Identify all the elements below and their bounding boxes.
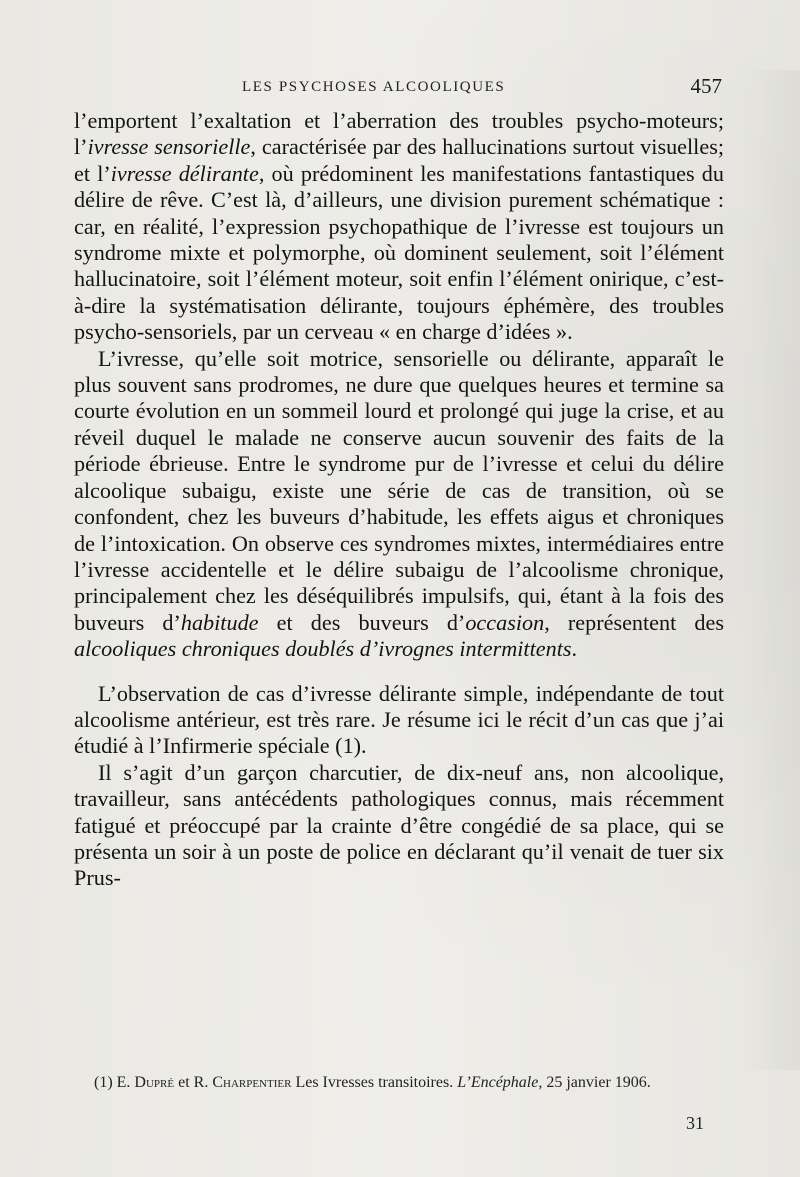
footnote-marker: (1) xyxy=(94,1074,113,1091)
page-number: 457 xyxy=(690,74,722,98)
footnote-author-2: R. Charpentier xyxy=(193,1074,292,1091)
page-header xyxy=(72,74,728,102)
term-occasion: occasion xyxy=(465,609,545,635)
footnote-date: , 25 janvier 1906. xyxy=(538,1074,651,1091)
running-title: LES PSYCHOSES ALCOOLIQUES xyxy=(242,79,506,95)
signature-mark: 31 xyxy=(686,1113,704,1133)
paragraph-4: Il s’agit d’un garçon charcutier, de dix-neuf ans, non alcoolique, travailleur, sans antécédents pathologiques connus, mais récemment fatigué et préoccupé par la crainte d’être congédié de sa place, qui se présenta un soir à un poste de police en déclarant qu’il venait de tuer six Prus- xyxy=(74,759,724,891)
paragraph-1: l’emportent l’exaltation et l’aberration des troubles psycho-moteurs; l’ivresse sensorielle, caractérisée par des hallucinations surtout visuelles; et l’ivresse délirante, où prédominent les manifestations fantastiques du délire de rêve. C’est là, d’ailleurs, une division purement schématique : car, en réalité, l’expression psychopathique de l’ivresse est toujours un syndrome mixte et polymorphe, où dominent seulement, soit l’élément hallucinatoire, soit l’élément moteur, soit enfin l’élément onirique, c’est-à-dire la systématisation délirante, toujours éphémère, des troubles psycho-sensoriels, par un cerveau « en charge d’idées ». xyxy=(74,108,724,345)
body-text xyxy=(74,108,724,892)
paragraph-3: L’observation de cas d’ivresse délirante simple, indépendante de tout alcoolisme antérieur, est très rare. Je résume ici le récit d’un cas que j’ai étudié à l’Infirmerie spéciale (1). xyxy=(74,680,724,759)
footnote: (1) E. Dupré et R. Charpentier Les Ivresses transitoires. L’Encéphale, 25 janvier 1906. xyxy=(94,1074,651,1091)
term-ivresse-sensorielle: ivresse sensorielle xyxy=(87,134,251,160)
footnote-author-1: E. Dupré xyxy=(116,1074,175,1091)
term-alcooliques-chroniques: alcooliques chroniques doublés d’ivrognes intermittents xyxy=(74,636,572,662)
paragraph-2: L’ivresse, qu’elle soit motrice, sensorielle ou délirante, apparaît le plus souvent sans prodromes, ne dure que quelques heures et termine sa courte évolution en un sommeil lourd et prolongé qui juge la crise, et au réveil duquel le malade ne conserve aucun souvenir des faits de la période ébrieuse. Entre le syndrome pur de l’ivresse et celui du délire alcoolique subaigu, existe une série de cas de transition, où se confondent, chez les buveurs d’habitude, les effets aigus et chroniques de l’intoxication. On observe ces syndromes mixtes, intermédiaires entre l’ivresse accidentelle et le délire subaigu de l’alcoolisme chronique, principalement chez les déséquilibrés impulsifs, qui, étant à la fois des buveurs d’habitude et des buveurs d’occasion, représentent des alcooliques chroniques doublés d’ivrognes intermittents. xyxy=(74,345,724,662)
page-shadow xyxy=(740,70,800,1070)
footnote-journal: L’Encéphale xyxy=(457,1074,539,1091)
footnote-work: Les Ivresses transitoires. xyxy=(291,1074,458,1091)
term-habitude: habitude xyxy=(180,609,259,635)
term-ivresse-delirante: ivresse délirante xyxy=(110,160,259,186)
